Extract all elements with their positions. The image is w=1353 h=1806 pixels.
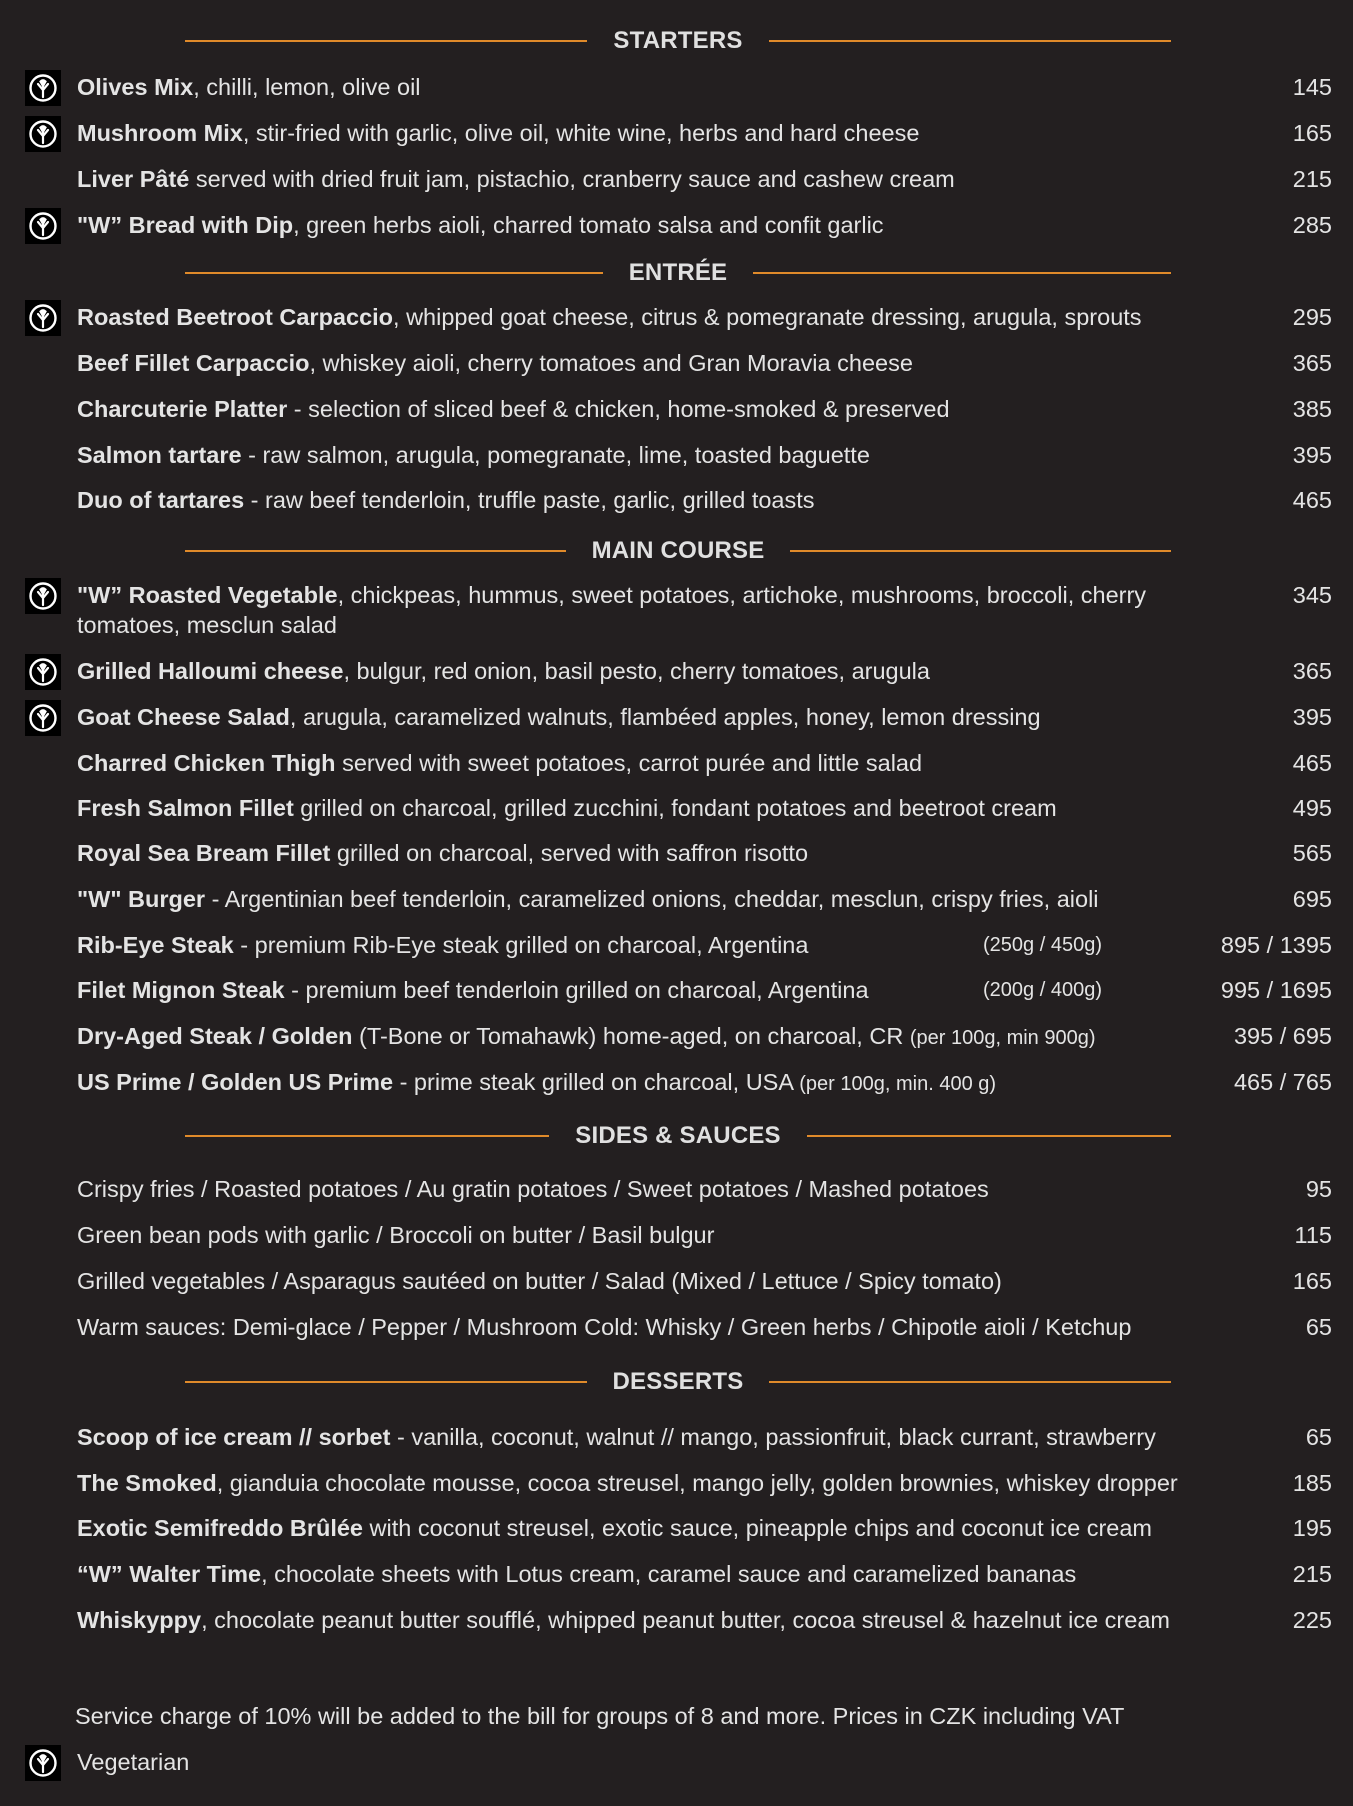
item-description: , gianduia chocolate mousse, cocoa streusel, mango jelly, golden brownies, whiskey dropper — [216, 1470, 1178, 1496]
divider-rule — [790, 550, 1171, 552]
item-description: - vanilla, coconut, walnut // mango, passionfruit, black currant, strawberry — [390, 1424, 1156, 1450]
vegetarian-icon — [25, 70, 61, 106]
item-description: - raw beef tenderloin, truffle paste, garlic, grilled toasts — [244, 487, 815, 513]
item-description: , arugula, caramelized walnuts, flambéed apples, honey, lemon dressing — [289, 704, 1041, 730]
item-description: , green herbs aioli, charred tomato salsa and confit garlic — [293, 212, 884, 238]
vegetarian-icon — [25, 578, 61, 614]
item-description: Grilled vegetables / Asparagus sautéed on butter / Salad (Mixed / Lettuce / Spicy tomato) — [77, 1268, 1002, 1294]
service-charge-note: Service charge of 10% will be added to the bill for groups of 8 and more. Prices in CZK including VAT — [75, 1703, 1125, 1729]
item-weight: (250g / 450g) — [983, 934, 1102, 956]
item-price: 285 — [1292, 212, 1332, 238]
item-description: - prime steak grilled on charcoal, USA — [393, 1069, 800, 1095]
divider-rule — [185, 1381, 587, 1383]
item-name: US Prime / Golden US Prime — [77, 1069, 394, 1095]
item-description: with coconut streusel, exotic sauce, pineapple chips and coconut ice cream — [363, 1515, 1152, 1541]
section-header-main-course — [185, 536, 1171, 566]
item-price: 495 — [1292, 795, 1332, 821]
item-name: Royal Sea Bream Fillet — [77, 840, 331, 866]
item-name: “W” Walter Time — [77, 1561, 262, 1587]
item-price: 165 — [1292, 120, 1332, 146]
divider-rule — [185, 272, 603, 274]
item-description: Green bean pods with garlic / Broccoli on butter / Basil bulgur — [77, 1222, 715, 1248]
item-name: "W” Roasted Vegetable — [77, 582, 338, 608]
item-description: - premium beef tenderloin grilled on charcoal, Argentina — [284, 977, 869, 1003]
item-name: Filet Mignon Steak — [77, 977, 285, 1003]
item-name: Olives Mix — [77, 74, 194, 100]
item-price: 385 — [1292, 396, 1332, 422]
item-name: Whiskyppy — [77, 1607, 202, 1633]
item-name: Fresh Salmon Fillet — [77, 795, 294, 821]
item-description: served with dried fruit jam, pistachio, cranberry sauce and cashew cream — [189, 166, 955, 192]
legend-label: Vegetarian — [77, 1749, 190, 1775]
section-title: MAIN COURSE — [591, 537, 765, 564]
section-header-starters — [185, 26, 1171, 56]
section-title: STARTERS — [613, 27, 743, 54]
item-name: "W” Bread with Dip — [77, 212, 294, 238]
item-name: Charcuterie Platter — [77, 396, 288, 422]
item-price: 65 — [1305, 1314, 1332, 1340]
vegetarian-icon — [25, 1745, 61, 1781]
vegetarian-icon — [25, 116, 61, 152]
item-price: 215 — [1292, 1561, 1332, 1587]
item-price: 365 — [1292, 658, 1332, 684]
item-name: Duo of tartares — [77, 487, 245, 513]
item-description: - selection of sliced beef & chicken, home-smoked & preserved — [287, 396, 950, 422]
item-price: 225 — [1292, 1607, 1332, 1633]
item-name: Salmon tartare — [77, 442, 242, 468]
item-description: Warm sauces: Demi-glace / Pepper / Mushroom Cold: Whisky / Green herbs / Chipotle aioli / Ketchup — [77, 1314, 1132, 1340]
item-name: Liver Pâté — [77, 166, 190, 192]
item-price: 465 / 765 — [1233, 1069, 1332, 1095]
item-name: Scoop of ice cream // sorbet — [77, 1424, 391, 1450]
item-price: 295 — [1292, 304, 1332, 330]
item-description: served with sweet potatoes, carrot purée and little salad — [335, 750, 923, 776]
item-description: (T-Bone or Tomahawk) home-aged, on charcoal, CR — [352, 1023, 910, 1049]
item-price: 365 — [1292, 350, 1332, 376]
section-header-sides-sauces — [185, 1121, 1171, 1151]
item-description: , chocolate sheets with Lotus cream, caramel sauce and caramelized bananas — [261, 1561, 1077, 1587]
section-title: SIDES & SAUCES — [575, 1122, 781, 1149]
divider-rule — [185, 1135, 549, 1137]
item-name: Roasted Beetroot Carpaccio — [77, 304, 394, 330]
vegetarian-icon — [25, 654, 61, 690]
section-header-desserts — [185, 1367, 1171, 1397]
item-price: 395 — [1292, 442, 1332, 468]
vegetarian-icon — [25, 300, 61, 336]
item-name: "W" Burger — [77, 886, 206, 912]
item-note: (per 100g, min 900g) — [909, 1027, 1096, 1049]
item-name: The Smoked — [77, 1470, 217, 1496]
item-price: 345 — [1292, 582, 1332, 608]
item-name: Rib-Eye Steak — [77, 932, 234, 958]
divider-rule — [185, 550, 566, 552]
item-price: 995 / 1695 — [1220, 977, 1332, 1003]
item-name: Goat Cheese Salad — [77, 704, 290, 730]
vegetarian-icon — [25, 208, 61, 244]
divider-rule — [185, 40, 587, 42]
divider-rule — [807, 1135, 1171, 1137]
item-weight: (200g / 400g) — [983, 979, 1102, 1001]
item-description: , whiskey aioli, cherry tomatoes and Gran Moravia cheese — [309, 350, 913, 376]
item-description: , bulgur, red onion, basil pesto, cherry tomatoes, arugula — [343, 658, 930, 684]
item-price: 145 — [1292, 74, 1332, 100]
item-name: Grilled Halloumi cheese — [77, 658, 344, 684]
item-price: 95 — [1305, 1176, 1332, 1202]
section-title: ENTRÉE — [628, 259, 728, 286]
item-price: 115 — [1294, 1222, 1332, 1248]
item-name: Dry-Aged Steak / Golden — [77, 1023, 353, 1049]
item-name: Mushroom Mix — [77, 120, 243, 146]
item-description: Crispy fries / Roasted potatoes / Au gratin potatoes / Sweet potatoes / Mashed potatoes — [77, 1176, 989, 1202]
item-description: , stir-fried with garlic, olive oil, white wine, herbs and hard cheese — [242, 120, 920, 146]
section-header-entree — [185, 258, 1171, 288]
item-description: , whipped goat cheese, citrus & pomegranate dressing, arugula, sprouts — [393, 304, 1142, 330]
item-price: 395 / 695 — [1233, 1023, 1332, 1049]
item-price: 465 — [1292, 750, 1332, 776]
item-description: - Argentinian beef tenderloin, caramelized onions, cheddar, mesclun, crispy fries, aioli — [205, 886, 1099, 912]
item-price: 565 — [1292, 840, 1332, 866]
item-description: grilled on charcoal, grilled zucchini, fondant potatoes and beetroot cream — [293, 795, 1057, 821]
divider-rule — [769, 40, 1171, 42]
item-price: 195 — [1292, 1515, 1332, 1541]
item-price: 695 — [1292, 886, 1332, 912]
item-price: 185 — [1292, 1470, 1332, 1496]
item-description: - premium Rib-Eye steak grilled on charcoal, Argentina — [233, 932, 809, 958]
item-name: Beef Fillet Carpaccio — [77, 350, 310, 376]
section-title: DESSERTS — [612, 1368, 744, 1395]
item-price: 65 — [1305, 1424, 1332, 1450]
item-description: , chocolate peanut butter soufflé, whipped peanut butter, cocoa streusel & hazelnut ice cream — [201, 1607, 1170, 1633]
item-price: 395 — [1292, 704, 1332, 730]
divider-rule — [753, 272, 1171, 274]
item-price: 165 — [1292, 1268, 1332, 1294]
item-price: 895 / 1395 — [1220, 932, 1332, 958]
vegetarian-icon — [25, 700, 61, 736]
item-price: 215 — [1292, 166, 1332, 192]
item-description: , chilli, lemon, olive oil — [193, 74, 421, 100]
item-description: - raw salmon, arugula, pomegranate, lime, toasted baguette — [241, 442, 870, 468]
item-description: , chickpeas, hummus, sweet potatoes, artichoke, mushrooms, broccoli, cherry tomatoes, mesclun salad — [77, 582, 1147, 638]
item-description: grilled on charcoal, served with saffron risotto — [330, 840, 809, 866]
item-name: Charred Chicken Thigh — [77, 750, 336, 776]
item-price: 465 — [1292, 487, 1332, 513]
item-name: Exotic Semifreddo Brûlée — [77, 1515, 363, 1541]
divider-rule — [769, 1381, 1171, 1383]
item-note: (per 100g, min. 400 g) — [799, 1073, 997, 1095]
